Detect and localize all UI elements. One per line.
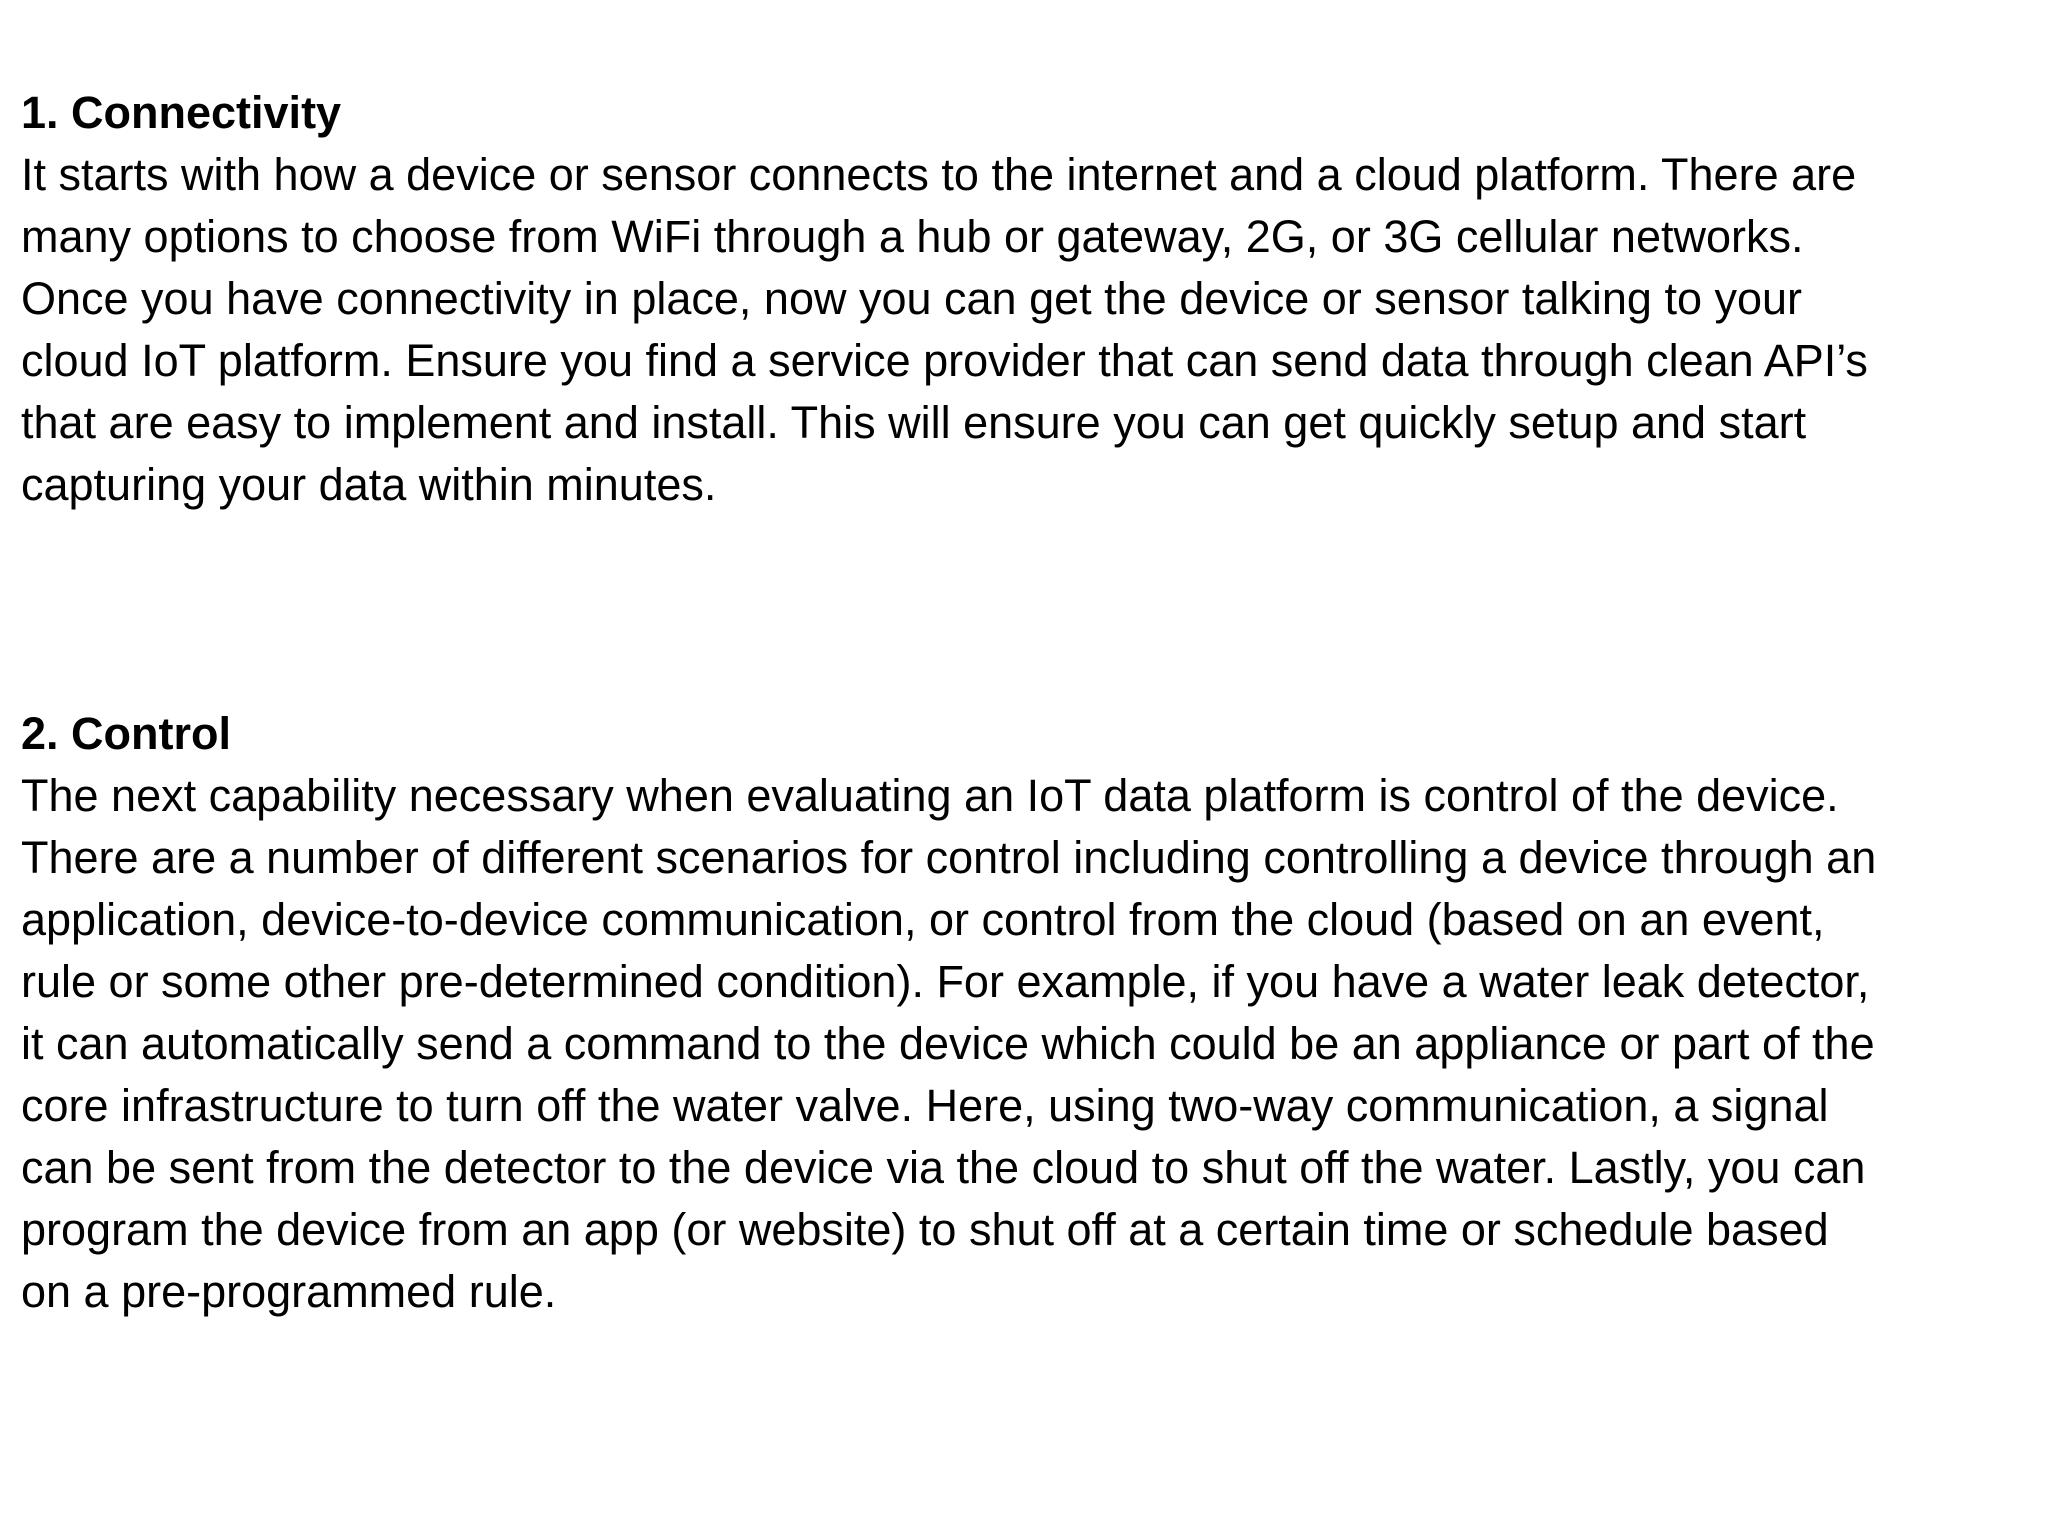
paragraph-line: rule or some other pre-determined condition). For example, if you have a water leak detector, xyxy=(21,956,1870,1007)
paragraph-line: cloud IoT platform. Ensure you find a service provider that can send data through clean API’s xyxy=(21,335,1868,386)
paragraph-line: There are a number of different scenarios for control including controlling a device through an xyxy=(21,832,1877,883)
paragraph-line: it can automatically send a command to the device which could be an appliance or part of the xyxy=(21,1018,1875,1069)
paragraph-line: many options to choose from WiFi through a hub or gateway, 2G, or 3G cellular networks. xyxy=(21,211,1804,262)
paragraph-line: on a pre-programmed rule. xyxy=(21,1266,557,1317)
section-heading: 2. Control xyxy=(21,708,231,759)
paragraph-line: It starts with how a device or sensor connects to the internet and a cloud platform. There are xyxy=(21,149,1857,200)
paragraph-line: The next capability necessary when evaluating an IoT data platform is control of the device. xyxy=(21,770,1839,821)
paragraph-line: core infrastructure to turn off the water valve. Here, using two-way communication, a signal xyxy=(21,1080,1829,1131)
paragraph-line: can be sent from the detector to the device via the cloud to shut off the water. Lastly, you can xyxy=(21,1142,1866,1193)
paragraph-line: capturing your data within minutes. xyxy=(21,459,717,510)
section-heading: 1. Connectivity xyxy=(21,87,342,138)
paragraph-line: that are easy to implement and install. This will ensure you can get quickly setup and start xyxy=(21,397,1807,448)
section-control xyxy=(21,703,2031,1323)
paragraph-line: application, device-to-device communication, or control from the cloud (based on an event, xyxy=(21,894,1825,945)
paragraph-line: program the device from an app (or website) to shut off at a certain time or schedule based xyxy=(21,1204,1829,1255)
paragraph-line: Once you have connectivity in place, now you can get the device or sensor talking to your xyxy=(21,273,1803,324)
section-connectivity xyxy=(21,82,2031,516)
